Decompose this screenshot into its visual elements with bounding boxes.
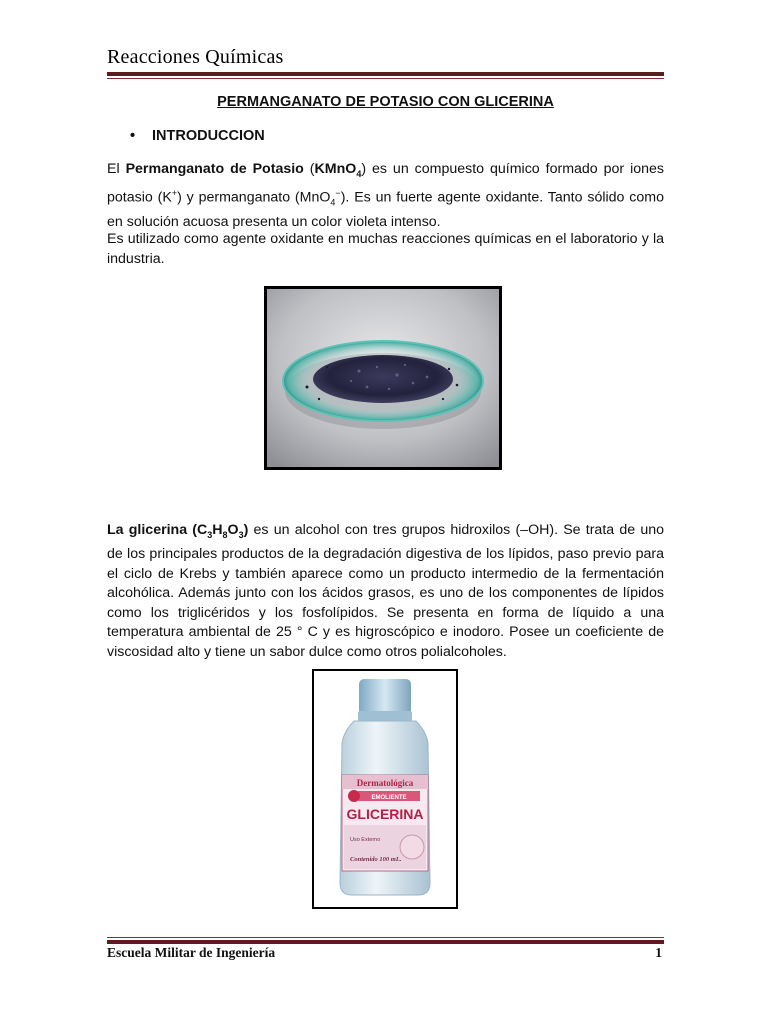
- footer-rule-thick: [107, 940, 664, 944]
- section-heading: [130, 128, 265, 144]
- header-title: Reacciones Químicas: [107, 46, 284, 68]
- bottle-badge-text: EMOLIENTE: [371, 795, 407, 801]
- header-rule-thick: [107, 72, 664, 76]
- bottle-brand-text: Dermatológica: [356, 778, 414, 788]
- bullet-icon: •: [130, 128, 136, 144]
- header-rule-thin: [107, 78, 664, 79]
- bottle-product-text: GLICERINA: [346, 806, 424, 822]
- page-number: 1: [655, 945, 662, 960]
- bottle-content-text: Contenido 100 mL.: [350, 856, 402, 863]
- permanganate-crystals-image: [267, 289, 499, 467]
- glycerin-bottle-image: [314, 671, 456, 907]
- document-title: PERMANGANATO DE POTASIO CON GLICERINA: [217, 94, 554, 110]
- paragraph-usage: Es utilizado como agente oxidante en muchas reacciones químicas en el laboratorio y la industria.: [107, 231, 664, 267]
- bottle-use-text: Uso Externo: [350, 837, 381, 843]
- section-heading-label: INTRODUCCION: [152, 128, 265, 144]
- permanganate-photo: [264, 286, 502, 470]
- paragraph-glycerin: La glicerina $(C_3H_8O_3)$ es un alcohol con tres grupos hidroxilos (–OH). Se trata de uno de los principales productos de la degradación digestiva de los lípidos, paso previo para el ciclo de Krebs y también aparece como un producto intermedio de la fermentación alcohólica. Además junto con los ácidos grasos, es uno de los componentes de lípidos como los triglicéridos y los fosfolípidos. Se presenta en forma de líquido a una temperatura ambiental de 25 ° C y es higroscópico e inodoro. Posee un coeficiente de viscosidad alto y tiene un sabor dulce como otros polialcoholes.: [107, 522, 664, 660]
- footer-institution: Escuela Militar de Ingeniería: [107, 945, 276, 960]
- paragraph-permanganate: El Permanganato de Potasio (KMnO$_4$) es un compuesto químico formado por iones potasio (K+) y permanganato (MnO$_4$−). Es un fuerte agente oxidante. Tanto sólido como en solución acuosa presenta un color violeta intenso.: [107, 161, 665, 231]
- glycerin-photo: [312, 669, 458, 909]
- footer-rule-thin: [107, 937, 664, 938]
